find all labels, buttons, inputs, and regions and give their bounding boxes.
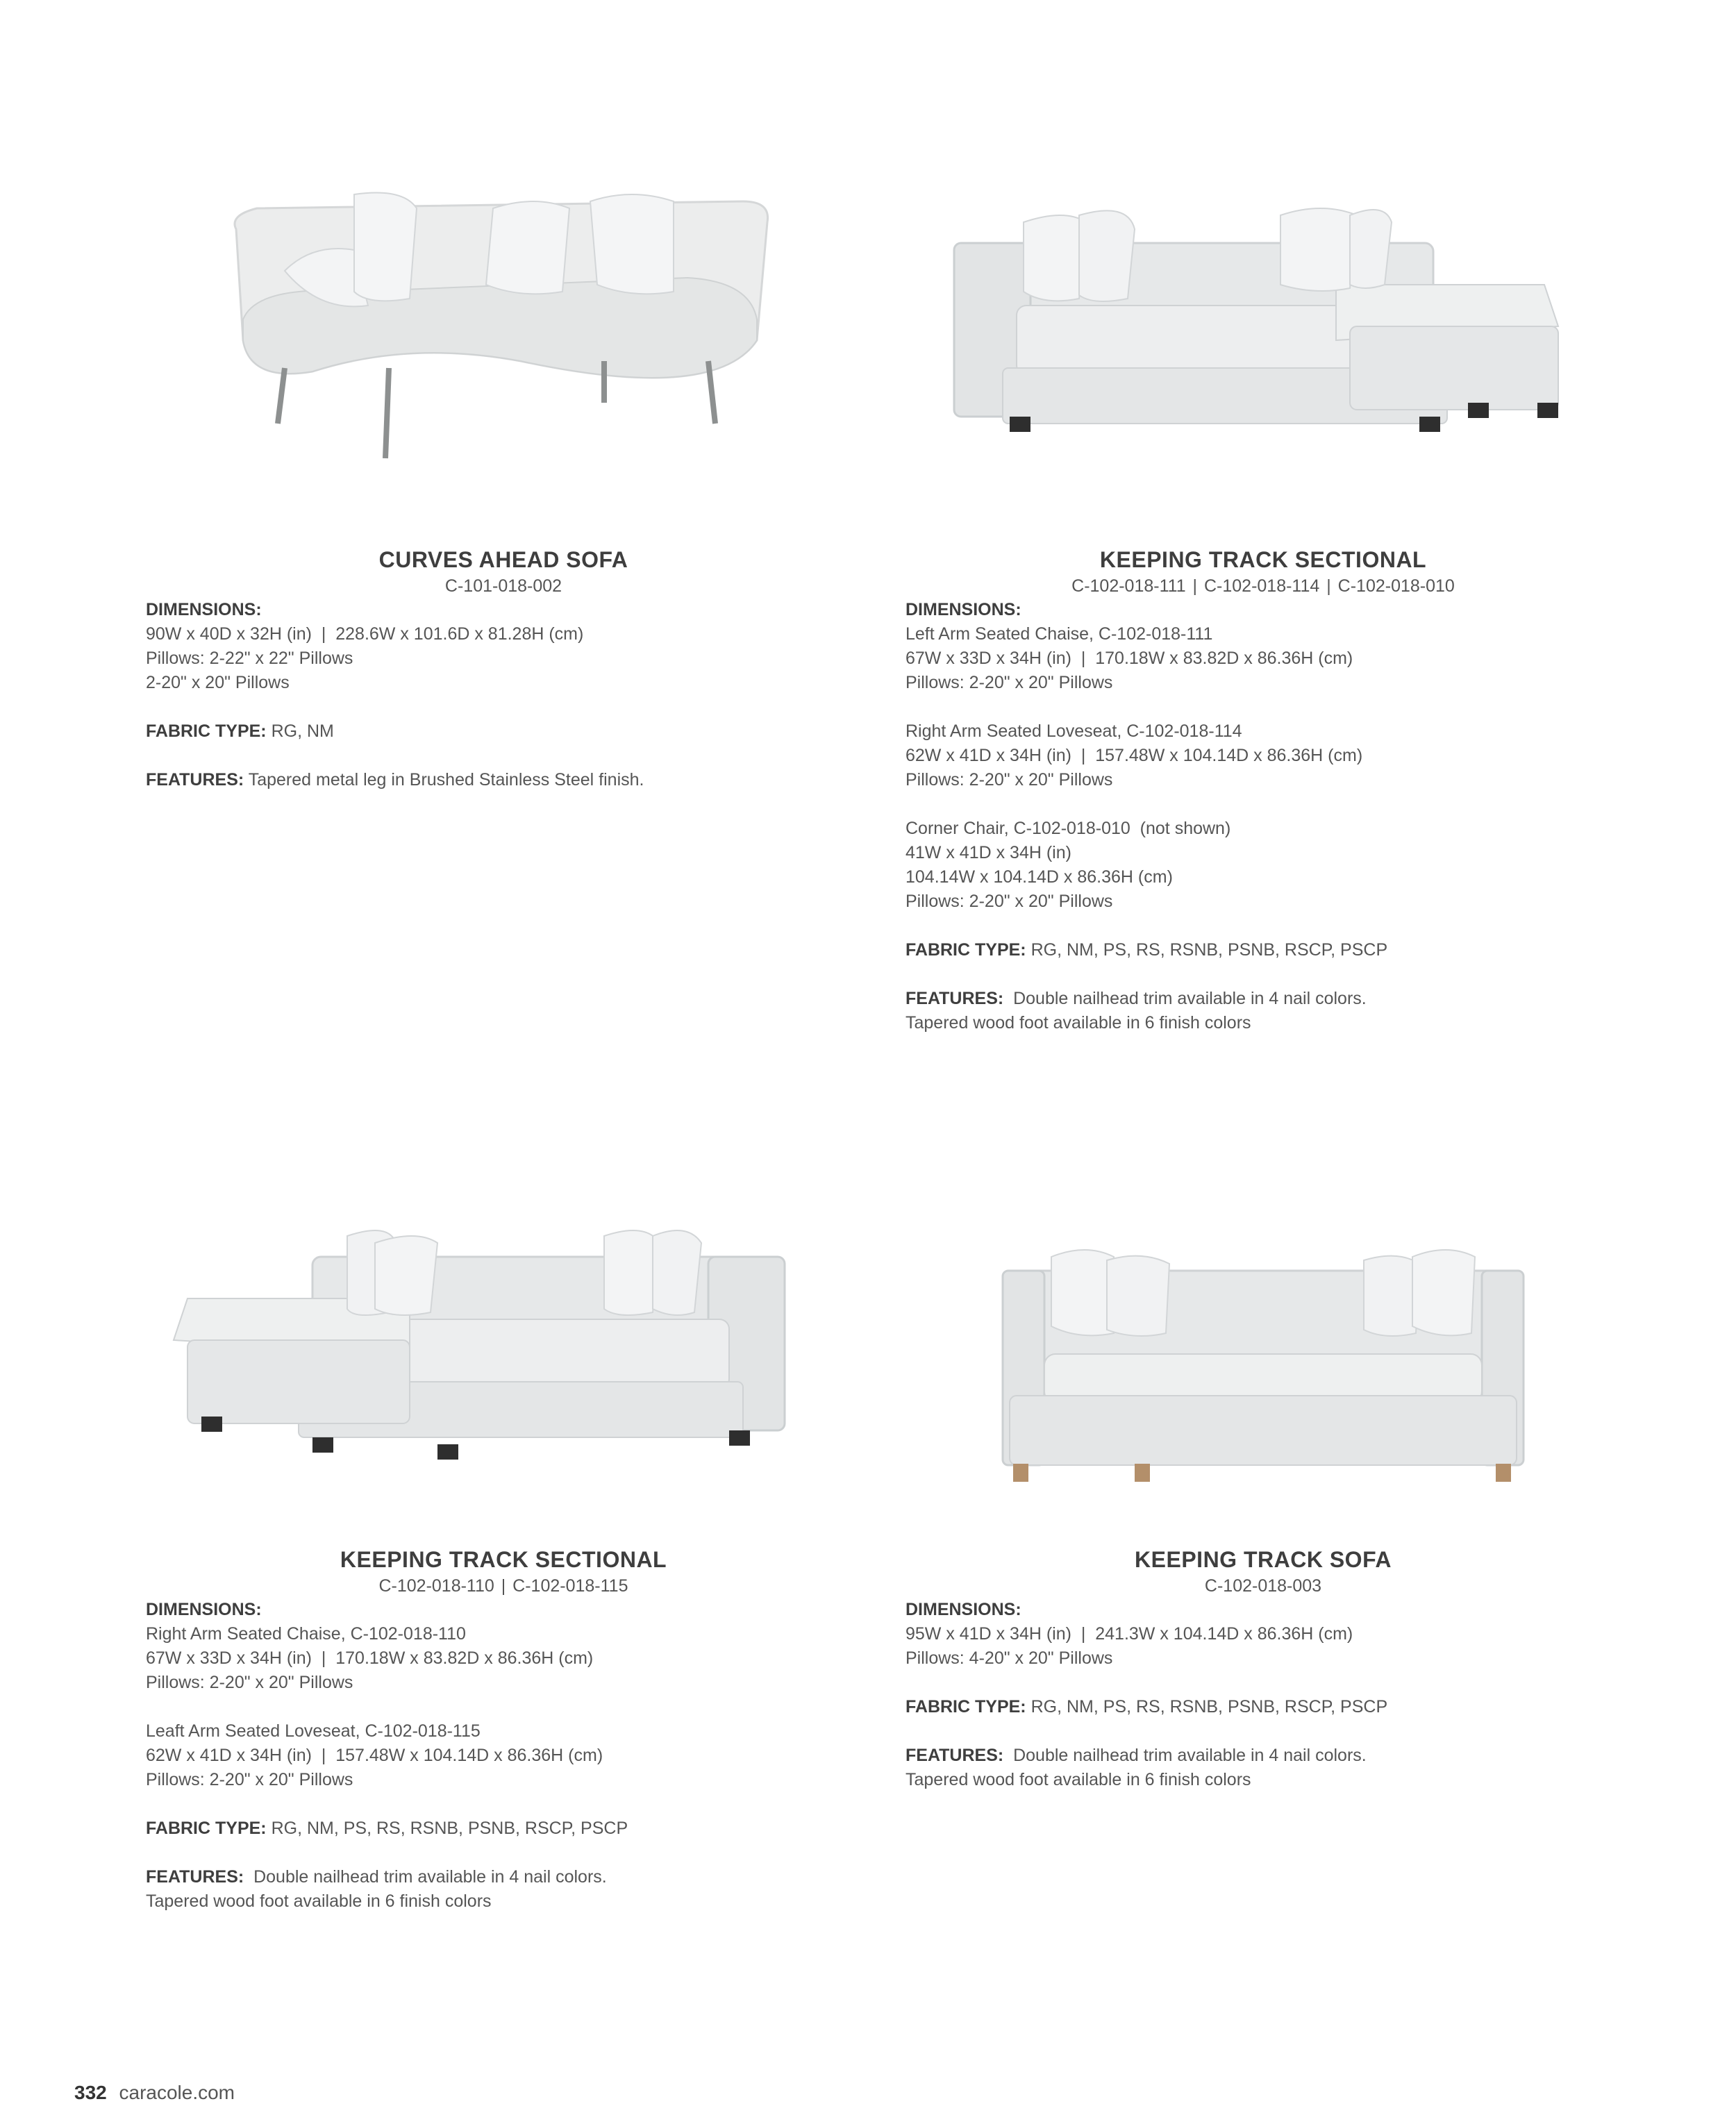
- sofa-photo: [905, 1194, 1621, 1555]
- fabric-type: [905, 938, 1676, 962]
- dimensions-section: [905, 1598, 1676, 1792]
- dimension-line: Pillows: 2-22" x 22" Pillows: [146, 649, 353, 668]
- product-skus: C-102-018-003: [1204, 1576, 1322, 1596]
- dimensions-section: [146, 598, 917, 792]
- features: [905, 987, 1676, 1011]
- track-sofa-image: [905, 1194, 1621, 1555]
- product-info: [905, 1545, 1676, 1792]
- fabric-value: RG, NM, PS, RS, RSNB, PSNB, RSCP, PSCP: [1026, 1697, 1388, 1716]
- dimension-line: 90W x 40D x 32H (in) | 228.6W x 101.6D x 81.28H (cm): [146, 624, 584, 644]
- sectional-image: [905, 132, 1621, 493]
- dimension-line: Pillows: 2-20" x 20" Pillows: [905, 770, 1113, 790]
- dimension-line: Pillows: 2-20" x 20" Pillows: [146, 1673, 353, 1692]
- dimension-line: Right Arm Seated Chaise, C-102-018-110: [146, 1624, 466, 1644]
- product-title: KEEPING TRACK SECTIONAL: [340, 1547, 667, 1572]
- features-label: FEATURES:: [146, 770, 244, 790]
- features-line: Tapered wood foot available in 6 finish colors: [146, 1891, 492, 1911]
- features-line: Double nailhead trim available in 4 nail colors.: [1003, 989, 1367, 1008]
- dimension-line: Left Arm Seated Chaise, C-102-018-111: [905, 624, 1213, 644]
- dimension-line: 104.14W x 104.14D x 86.36H (cm): [905, 867, 1173, 887]
- product-title: KEEPING TRACK SECTIONAL: [1099, 547, 1427, 572]
- features-line: Tapered wood foot available in 6 finish colors: [905, 1770, 1251, 1789]
- dimension-line: 41W x 41D x 34H (in): [905, 843, 1071, 862]
- features-label: FEATURES:: [146, 1867, 244, 1887]
- curved-sofa-image: [146, 132, 861, 493]
- dimensions-label: DIMENSIONS:: [146, 600, 262, 619]
- features-line: Tapered metal leg in Brushed Stainless Steel finish.: [248, 770, 644, 790]
- features-label: FEATURES:: [905, 1746, 1004, 1765]
- dimension-line: Pillows: 2-20" x 20" Pillows: [905, 892, 1113, 911]
- sofa-photo: [146, 132, 861, 493]
- product-info: [146, 1545, 917, 1914]
- dimension-line: 95W x 41D x 34H (in) | 241.3W x 104.14D x 86.36H (cm): [905, 1624, 1353, 1644]
- product-skus: C-101-018-002: [444, 576, 562, 596]
- fabric-value: RG, NM: [266, 721, 334, 741]
- dimension-line: 62W x 41D x 34H (in) | 157.48W x 104.14D x 86.36H (cm): [905, 746, 1363, 765]
- fabric-label: FABRIC TYPE:: [146, 721, 267, 741]
- dimension-line: Corner Chair, C-102-018-010 (not shown): [905, 819, 1231, 838]
- page-footer: [74, 2082, 235, 2104]
- features-line: Double nailhead trim available in 4 nail colors.: [244, 1867, 607, 1887]
- features: [905, 1744, 1676, 1768]
- dimensions-section: [146, 1598, 917, 1914]
- sectional-image: [146, 1194, 861, 1555]
- site-link[interactable]: caracole.com: [119, 2082, 235, 2103]
- features-line: Tapered wood foot available in 6 finish colors: [905, 1013, 1251, 1033]
- fabric-label: FABRIC TYPE:: [905, 1697, 1026, 1716]
- product-skus: C-102-018-111 | C-102-018-114 | C-102-018-010: [1071, 576, 1455, 596]
- dimensions-label: DIMENSIONS:: [905, 1600, 1021, 1619]
- dimension-line: Leaft Arm Seated Loveseat, C-102-018-115: [146, 1721, 481, 1741]
- fabric-type: [905, 1695, 1676, 1719]
- features: [146, 768, 917, 792]
- fabric-label: FABRIC TYPE:: [146, 1819, 267, 1838]
- dimension-line: Pillows: 2-20" x 20" Pillows: [146, 1770, 353, 1789]
- product-info: [146, 545, 917, 792]
- dimension-line: Right Arm Seated Loveseat, C-102-018-114: [905, 721, 1242, 741]
- fabric-type: [146, 719, 917, 744]
- product-skus: C-102-018-110 | C-102-018-115: [378, 1576, 628, 1596]
- product-info: [905, 545, 1676, 1035]
- page-number: 332: [74, 2082, 107, 2103]
- features-line: Double nailhead trim available in 4 nail colors.: [1003, 1746, 1367, 1765]
- fabric-label: FABRIC TYPE:: [905, 940, 1026, 960]
- sectional-photo: [905, 132, 1621, 493]
- dimension-line: Pillows: 4-20" x 20" Pillows: [905, 1648, 1113, 1668]
- fabric-value: RG, NM, PS, RS, RSNB, PSNB, RSCP, PSCP: [266, 1819, 628, 1838]
- dimension-line: 67W x 33D x 34H (in) | 170.18W x 83.82D x 86.36H (cm): [905, 649, 1353, 668]
- dimensions-label: DIMENSIONS:: [146, 1600, 262, 1619]
- dimension-line: 67W x 33D x 34H (in) | 170.18W x 83.82D x 86.36H (cm): [146, 1648, 594, 1668]
- fabric-value: RG, NM, PS, RS, RSNB, PSNB, RSCP, PSCP: [1026, 940, 1388, 960]
- features: [146, 1865, 917, 1889]
- product-title: CURVES AHEAD SOFA: [378, 547, 628, 572]
- dimension-line: 2-20" x 20" Pillows: [146, 673, 290, 692]
- dimensions-label: DIMENSIONS:: [905, 600, 1021, 619]
- dimension-line: 62W x 41D x 34H (in) | 157.48W x 104.14D x 86.36H (cm): [146, 1746, 603, 1765]
- product-title: KEEPING TRACK SOFA: [1135, 1547, 1392, 1572]
- sectional-photo: [146, 1194, 861, 1555]
- fabric-type: [146, 1816, 917, 1841]
- dimension-line: Pillows: 2-20" x 20" Pillows: [905, 673, 1113, 692]
- dimensions-section: [905, 598, 1676, 1035]
- features-label: FEATURES:: [905, 989, 1004, 1008]
